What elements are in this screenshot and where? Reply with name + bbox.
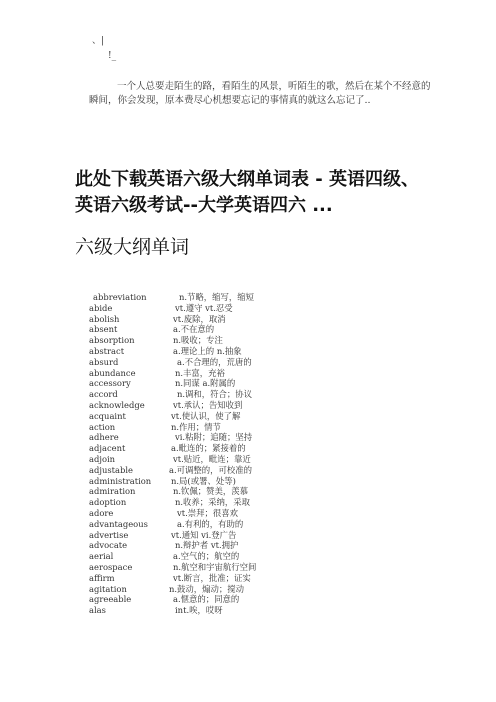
- word-english: advocate: [89, 540, 128, 551]
- list-item: [89, 368, 389, 379]
- list-item: [89, 422, 389, 433]
- list-item: [89, 378, 389, 389]
- word-definition: a.惬意的；同意的: [173, 594, 240, 605]
- word-english: adoption: [89, 497, 127, 508]
- list-item: [89, 584, 389, 595]
- word-definition: a.理论上的 n.抽象: [173, 345, 242, 356]
- word-definition: a.不在意的: [173, 324, 215, 335]
- list-item: [89, 508, 389, 519]
- word-definition: vt.使认识，使了解: [171, 410, 241, 421]
- word-definition: a.可调整的，可校准的: [169, 464, 253, 475]
- word-english: abide: [89, 302, 113, 313]
- list-item: [89, 432, 389, 443]
- word-english: agitation: [89, 583, 127, 594]
- word-english: adore: [89, 507, 114, 518]
- section-heading: 六级大纲单词: [75, 236, 190, 258]
- list-item: [89, 324, 389, 335]
- word-english: acknowledge: [89, 399, 145, 410]
- header-mark: 、|: [92, 36, 105, 46]
- word-english: aerospace: [89, 561, 133, 572]
- list-item: [89, 530, 389, 541]
- list-item: [89, 335, 389, 346]
- word-definition: n.钦佩；赞美，羡慕: [173, 486, 249, 497]
- word-english: acquaint: [89, 410, 126, 421]
- word-english: abbreviation: [93, 292, 147, 302]
- list-item: [89, 519, 389, 530]
- list-item: [89, 400, 389, 411]
- word-english: agreeable: [89, 594, 132, 605]
- word-list: [89, 292, 389, 616]
- list-item: [89, 346, 389, 357]
- word-definition: n.同谋 a.附属的: [175, 378, 236, 389]
- list-item: [89, 562, 389, 573]
- word-definition: n.辩护者 vt.拥护: [175, 540, 239, 551]
- word-definition: a.不合理的，荒唐的: [177, 356, 252, 367]
- word-english: advantageous: [89, 518, 148, 529]
- list-item: [89, 292, 389, 303]
- word-definition: a.空气的；航空的: [173, 551, 240, 562]
- word-english: accessory: [89, 378, 131, 389]
- header-mark: !_: [108, 51, 117, 61]
- list-item: [89, 540, 389, 551]
- list-item: [89, 411, 389, 422]
- word-english: abundance: [89, 367, 136, 378]
- word-definition: n.吸收；专注: [173, 335, 223, 346]
- list-item: [89, 303, 389, 314]
- list-item: [89, 454, 389, 465]
- word-definition: vt.崇拜；很喜欢: [177, 507, 239, 518]
- word-english: abstract: [89, 345, 125, 356]
- word-definition: n.丰富，充裕: [175, 367, 225, 378]
- word-definition: vt.承认；告知收到: [173, 399, 243, 410]
- word-english: affirm: [89, 572, 115, 583]
- word-definition: vt.废除，取消: [173, 313, 226, 324]
- word-definition: n.节略，缩写，缩短: [179, 292, 255, 302]
- word-definition: n.航空和宇宙航行空间: [173, 561, 257, 572]
- word-english: absurd: [89, 356, 119, 367]
- list-item: [89, 497, 389, 508]
- word-definition: n.鼓动，煽动；搅动: [169, 583, 245, 594]
- intro-paragraph: 一个人总要走陌生的路，看陌生的风景，听陌生的歌，然后在某个不经意的瞬间，你会发现，原本费尽心机想要忘记的事情真的就这么忘记了..: [89, 81, 431, 106]
- page-title: 此处下载英语六级大纲单词表 - 英语四级、英语六级考试--大学英语四六 ...: [75, 169, 420, 216]
- word-english: adjustable: [89, 464, 133, 475]
- word-definition: a.毗连的；紧接着的: [171, 443, 246, 454]
- word-english: adjoin: [89, 453, 116, 464]
- word-definition: int.唉，哎呀: [175, 605, 223, 616]
- word-definition: vt.断言，批准；证实: [173, 572, 251, 583]
- word-english: action: [89, 421, 116, 432]
- list-item: [89, 605, 389, 616]
- word-definition: vt.贴近，毗连；靠近: [173, 453, 251, 464]
- list-item: [89, 389, 389, 400]
- list-item: [89, 594, 389, 605]
- word-definition: vi.粘附；追随；坚持: [175, 432, 253, 443]
- word-definition: n.收养；采纳，采取: [175, 497, 251, 508]
- list-item: [89, 357, 389, 368]
- word-english: admiration: [89, 486, 136, 497]
- word-definition: a.有利的，有助的: [177, 518, 244, 529]
- word-definition: n.调和，符合；协议: [177, 389, 253, 400]
- word-definition: vt.遵守 vt.忍受: [175, 302, 233, 313]
- word-english: aerial: [89, 551, 114, 562]
- list-item: [89, 314, 389, 325]
- word-english: accord: [89, 389, 118, 400]
- list-item: [89, 443, 389, 454]
- word-english: abolish: [89, 313, 120, 324]
- word-definition: n.作用；情节: [171, 421, 221, 432]
- list-item: [89, 573, 389, 584]
- list-item: [89, 476, 389, 487]
- word-english: absorption: [89, 335, 135, 346]
- word-definition: vt.通知 vi.登广告: [171, 529, 237, 540]
- word-english: advertise: [89, 529, 129, 540]
- word-english: adhere: [89, 432, 119, 443]
- word-english: adjacent: [89, 443, 126, 454]
- list-item: [89, 465, 389, 476]
- word-english: alas: [89, 605, 106, 616]
- word-english: absent: [89, 324, 118, 335]
- list-item: [89, 486, 389, 497]
- list-item: [89, 551, 389, 562]
- word-english: administration: [89, 475, 152, 486]
- word-definition: n.局(或署、处等): [171, 475, 236, 486]
